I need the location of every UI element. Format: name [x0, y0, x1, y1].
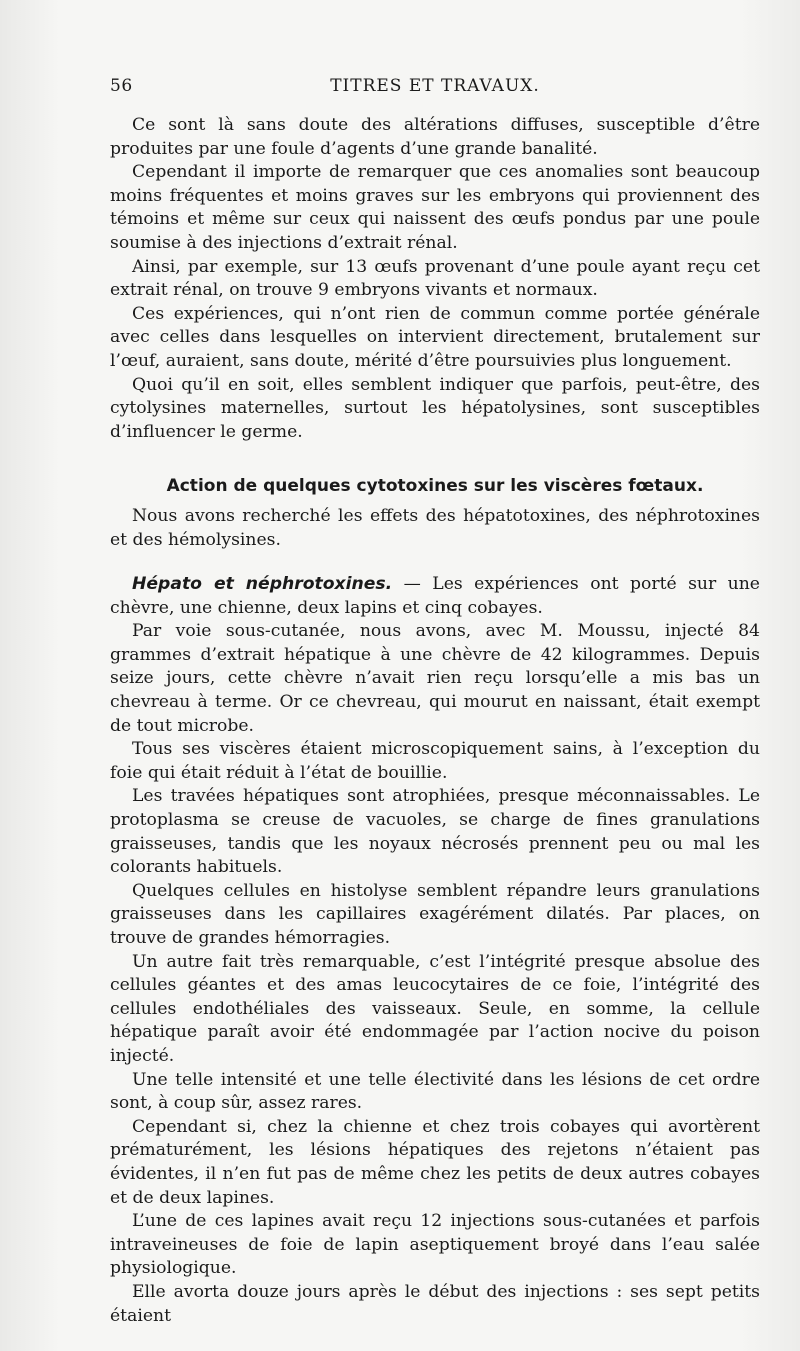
- paragraph: Quoi qu’il en soit, elles semblent indiquer que parfois, peut-être, des cytolysines maternelles, surtout les hépatolysines, sont susceptibles d’influencer le germe.: [110, 374, 760, 442]
- paragraph: Cependant il importe de remarquer que ces anomalies sont beaucoup moins fréquentes et moins graves sur les embryons qui proviennent des témoins et même sur ceux qui naissent des œufs pondus par une poule soumise à des injections d’extrait rénal.: [110, 162, 760, 253]
- paragraph: Elle avorta douze jours après le début des injections : ses sept petits étaient: [110, 1281, 760, 1326]
- page-header: [110, 76, 760, 102]
- paragraph: Ces expériences, qui n’ont rien de commun comme portée générale avec celles dans lesquelles on intervient directement, brutalement sur l’œuf, auraient, sans doute, mérité d’être poursuivies plus longuement.: [110, 303, 760, 371]
- paragraph: Quelques cellules en histolyse semblent répandre leurs granulations graisseuses dans les capillaires exagérément dilatés. Par places, on trouve de grandes hémorragies.: [110, 880, 760, 948]
- paragraph: Cependant si, chez la chienne et chez trois cobayes qui avortèrent prématurément, les lésions hépatiques des rejetons n’étaient pas évidentes, il n’en fut pas de même chez les petits de deux autres cobayes et de deux lapines.: [110, 1116, 760, 1208]
- paragraph: Ce sont là sans doute des altérations diffuses, susceptible d’être produites par une foule d’agents d’une grande banalité.: [110, 115, 760, 159]
- subsection-heading: Hépato et néphrotoxines.: [132, 574, 393, 595]
- paragraph: Par voie sous-cutanée, nous avons, avec M. Moussu, injecté 84 grammes d’extrait hépatique à une chèvre de 42 kilogrammes. Depuis seize jours, cette chèvre n’avait rien reçu lorsqu’elle a mis bas un chevreau à terme. Or ce chevreau, qui mourut en naissant, était exempt de tout microbe.: [110, 621, 760, 736]
- paragraph: Les travées hépatiques sont atrophiées, presque méconnaissables. Le protoplasma se creuse de vacuoles, se charge de fines granulations graisseuses, tandis que les noyaux nécrosés prennent peu ou mal les colorants habituels.: [110, 786, 760, 878]
- paragraph: Tous ses viscères étaient microscopiquement sains, à l’exception du foie qui était réduit à l’état de bouillie.: [110, 739, 760, 783]
- body-text: [110, 114, 760, 1328]
- paragraph: Un autre fait très remarquable, c’est l’intégrité presque absolue des cellules géantes et des amas leucocytaires de ce foie, l’intégrité des cellules endothéliales des vaisseaux. Seule, en somme, la cellule hépatique paraît avoir été endommagée par l’action nocive du poison injecté.: [110, 951, 760, 1066]
- paragraph: L’une de ces lapines avait reçu 12 injections sous-cutanées et parfois intraveineuses de foie de lapin aseptiquement broyé dans l’eau salée physiologique.: [110, 1211, 760, 1279]
- paragraph: Ainsi, par exemple, sur 13 œufs provenant d’une poule ayant reçu cet extrait rénal, on trouve 9 embryons vivants et normaux.: [110, 256, 760, 301]
- section-heading: Action de quelques cytotoxines sur les viscères fœtaux.: [166, 476, 704, 497]
- paragraph: Nous avons recherché les effets des hépatotoxines, des néphrotoxines et des hémolysines.: [110, 505, 760, 550]
- paragraph: Une telle intensité et une telle électivité dans les lésions de cet ordre sont, à coup sûr, assez rares.: [110, 1069, 760, 1114]
- subsection-paragraph: [110, 573, 760, 620]
- running-title: TITRES ET TRAVAUX.: [330, 76, 540, 96]
- page-number: 56: [110, 76, 133, 96]
- subsection-text: — Les expériences ont porté sur une chèvre, une chienne, deux lapins et cinq cobayes.: [110, 574, 760, 618]
